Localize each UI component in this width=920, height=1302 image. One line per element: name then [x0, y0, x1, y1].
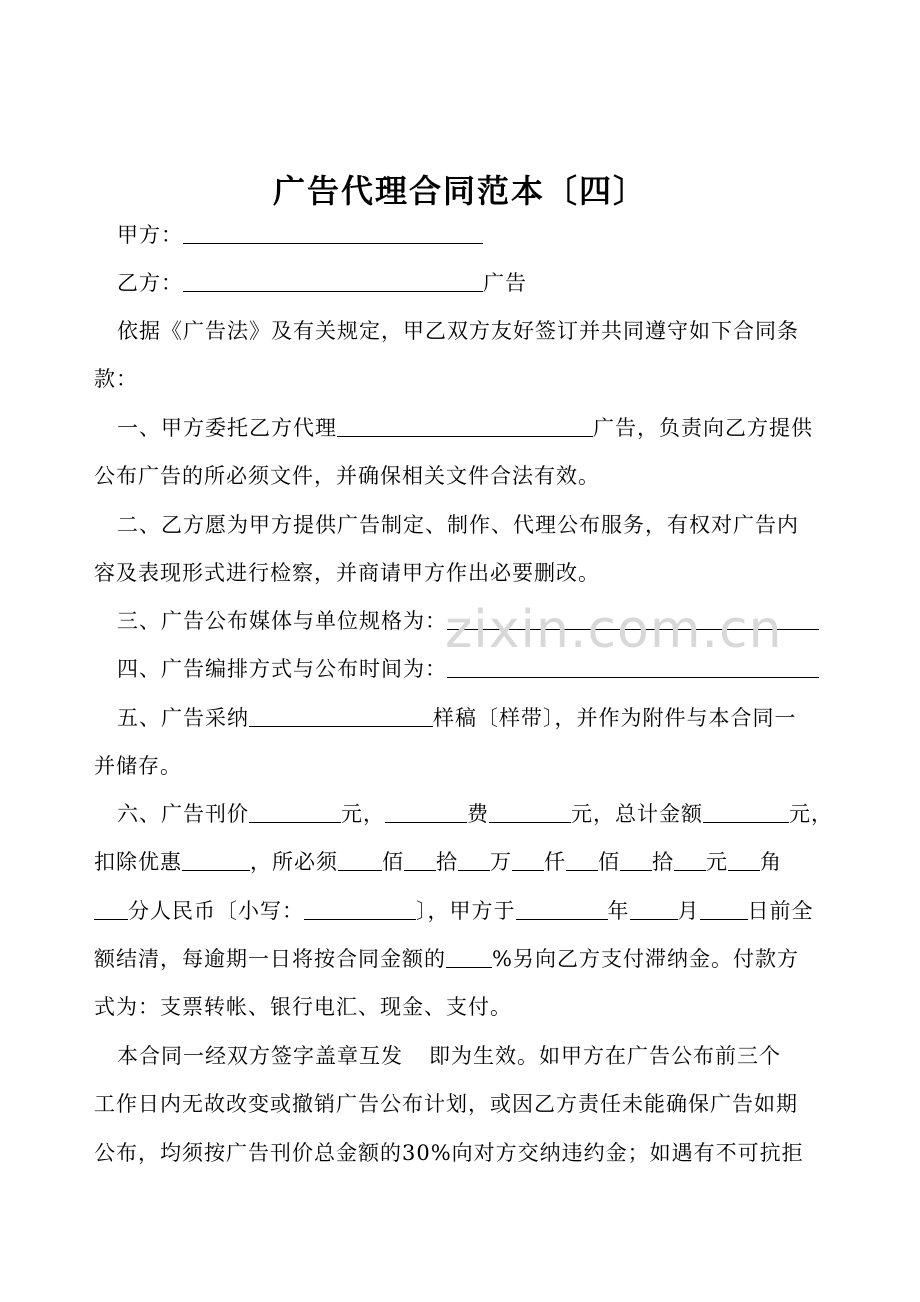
clause-6-line-5: 式为：支票转帐、银行电汇、现金、支付。	[94, 995, 512, 1019]
clause-5-line-2: 并储存。	[94, 754, 182, 778]
clause-5-blank[interactable]	[249, 704, 433, 727]
day-blank[interactable]	[700, 897, 748, 920]
shi-label-1: 拾	[436, 850, 458, 874]
intro-line-1: 依据《广告法》及有关规定，甲乙双方友好签订并共同遵守如下合同条	[117, 319, 799, 343]
wan-blank[interactable]	[458, 848, 490, 871]
yuan-unit-label: 元	[706, 850, 728, 874]
party-a-by-label: 〕，甲方于	[416, 899, 516, 923]
total-label: 元，总计金额	[571, 802, 703, 826]
clause-1-line-2: 公布广告的所必须文件，并确保相关文件合法有效。	[94, 464, 600, 488]
effect-line-3: 公布，均须按广告刊价总金额的30%向对方交纳违约金；如遇有不可抗拒	[94, 1141, 804, 1165]
deduct-label: 扣除优惠	[94, 850, 182, 874]
party-a-blank[interactable]	[183, 221, 483, 244]
party-b-label: 乙方：	[117, 271, 183, 295]
yuan-label-2: 元，	[789, 802, 833, 826]
bai-blank-1[interactable]	[338, 848, 382, 871]
effect-line-1	[117, 1041, 857, 1071]
clause-1-text-b: 广告，负责向乙方提供	[593, 416, 813, 440]
watermark: zixin.com.cn	[445, 600, 783, 660]
effect-text-b: 即为生效。如甲方在广告公布前三个	[429, 1044, 781, 1068]
party-b-line	[117, 268, 857, 298]
document-title: 广告代理合同范本〔四〕	[272, 172, 647, 210]
clause-6-line-1	[117, 799, 857, 829]
late-fee-text-a: 额结清，每逾期一日将按合同金额的	[94, 947, 446, 971]
party-a-label: 甲方：	[117, 223, 183, 247]
fee-type-blank[interactable]	[385, 800, 467, 823]
clause-1-text-a: 一、甲方委托乙方代理	[117, 416, 337, 440]
clause-6-line-4	[94, 944, 834, 974]
party-b-suffix: 广告	[483, 271, 527, 295]
qian-blank[interactable]	[512, 848, 544, 871]
yuan-blank[interactable]	[674, 848, 706, 871]
year-blank[interactable]	[516, 897, 608, 920]
party-b-blank[interactable]	[183, 269, 483, 292]
lowercase-amount-blank[interactable]	[304, 897, 416, 920]
shi-label-2: 拾	[652, 850, 674, 874]
intro-line-2: 款：	[94, 367, 138, 391]
clause-6-line-3	[94, 896, 834, 926]
month-blank[interactable]	[630, 897, 678, 920]
fee-amount-blank[interactable]	[489, 800, 571, 823]
jiao-blank[interactable]	[728, 848, 760, 871]
must-label: ，所必须	[250, 850, 338, 874]
year-label: 年	[607, 899, 630, 923]
clause-4-text: 四、广告编排方式与公布时间为：	[117, 657, 447, 681]
effect-line-2: 工作日内无故改变或撤销广告公布计划，或因乙方责任未能确保广告如期	[94, 1092, 798, 1116]
clause-6-line-2	[94, 847, 834, 877]
shi-blank-1[interactable]	[404, 848, 436, 871]
clause-5-text-b: 样稿〔样带〕，并作为附件与本合同一	[433, 706, 797, 730]
day-label: 日前全	[747, 899, 814, 923]
discount-blank[interactable]	[182, 848, 250, 871]
clause-1-line-1	[117, 413, 857, 443]
clause-3-text: 三、广告公布媒体与单位规格为：	[117, 609, 447, 633]
shi-blank-2[interactable]	[620, 848, 652, 871]
fee-label: 费	[467, 802, 489, 826]
clause-2-line-1: 二、乙方愿为甲方提供广告制定、制作、代理公布服务，有权对广告内	[117, 513, 799, 537]
wan-label: 万	[490, 850, 512, 874]
yuan-label: 元，	[341, 802, 385, 826]
total-blank[interactable]	[703, 800, 789, 823]
clause-5-line-1	[117, 703, 857, 733]
qian-label: 仟	[544, 850, 566, 874]
bai-blank-2[interactable]	[566, 848, 598, 871]
jiao-label: 角	[760, 850, 782, 874]
effect-text-a: 本合同一经双方签字盖章互发	[117, 1044, 403, 1068]
clause-6-prefix: 六、广告刊价	[117, 802, 249, 826]
bai-label-2: 佰	[598, 850, 620, 874]
bai-label-1: 佰	[382, 850, 404, 874]
month-label: 月	[677, 899, 700, 923]
party-a-line	[117, 220, 857, 250]
late-fee-percent-blank[interactable]	[446, 945, 492, 968]
fen-blank[interactable]	[94, 897, 128, 920]
clause-2-line-2: 容及表现形式进行检察，并商请甲方作出必要删改。	[94, 561, 600, 585]
clause-5-text-a: 五、广告采纳	[117, 706, 249, 730]
fen-label: 分人民币〔小写：	[128, 899, 304, 923]
late-fee-text-b: %另向乙方支付滞纳金。付款方	[492, 947, 799, 971]
clause-1-blank[interactable]	[337, 414, 593, 437]
price-blank[interactable]	[249, 800, 341, 823]
